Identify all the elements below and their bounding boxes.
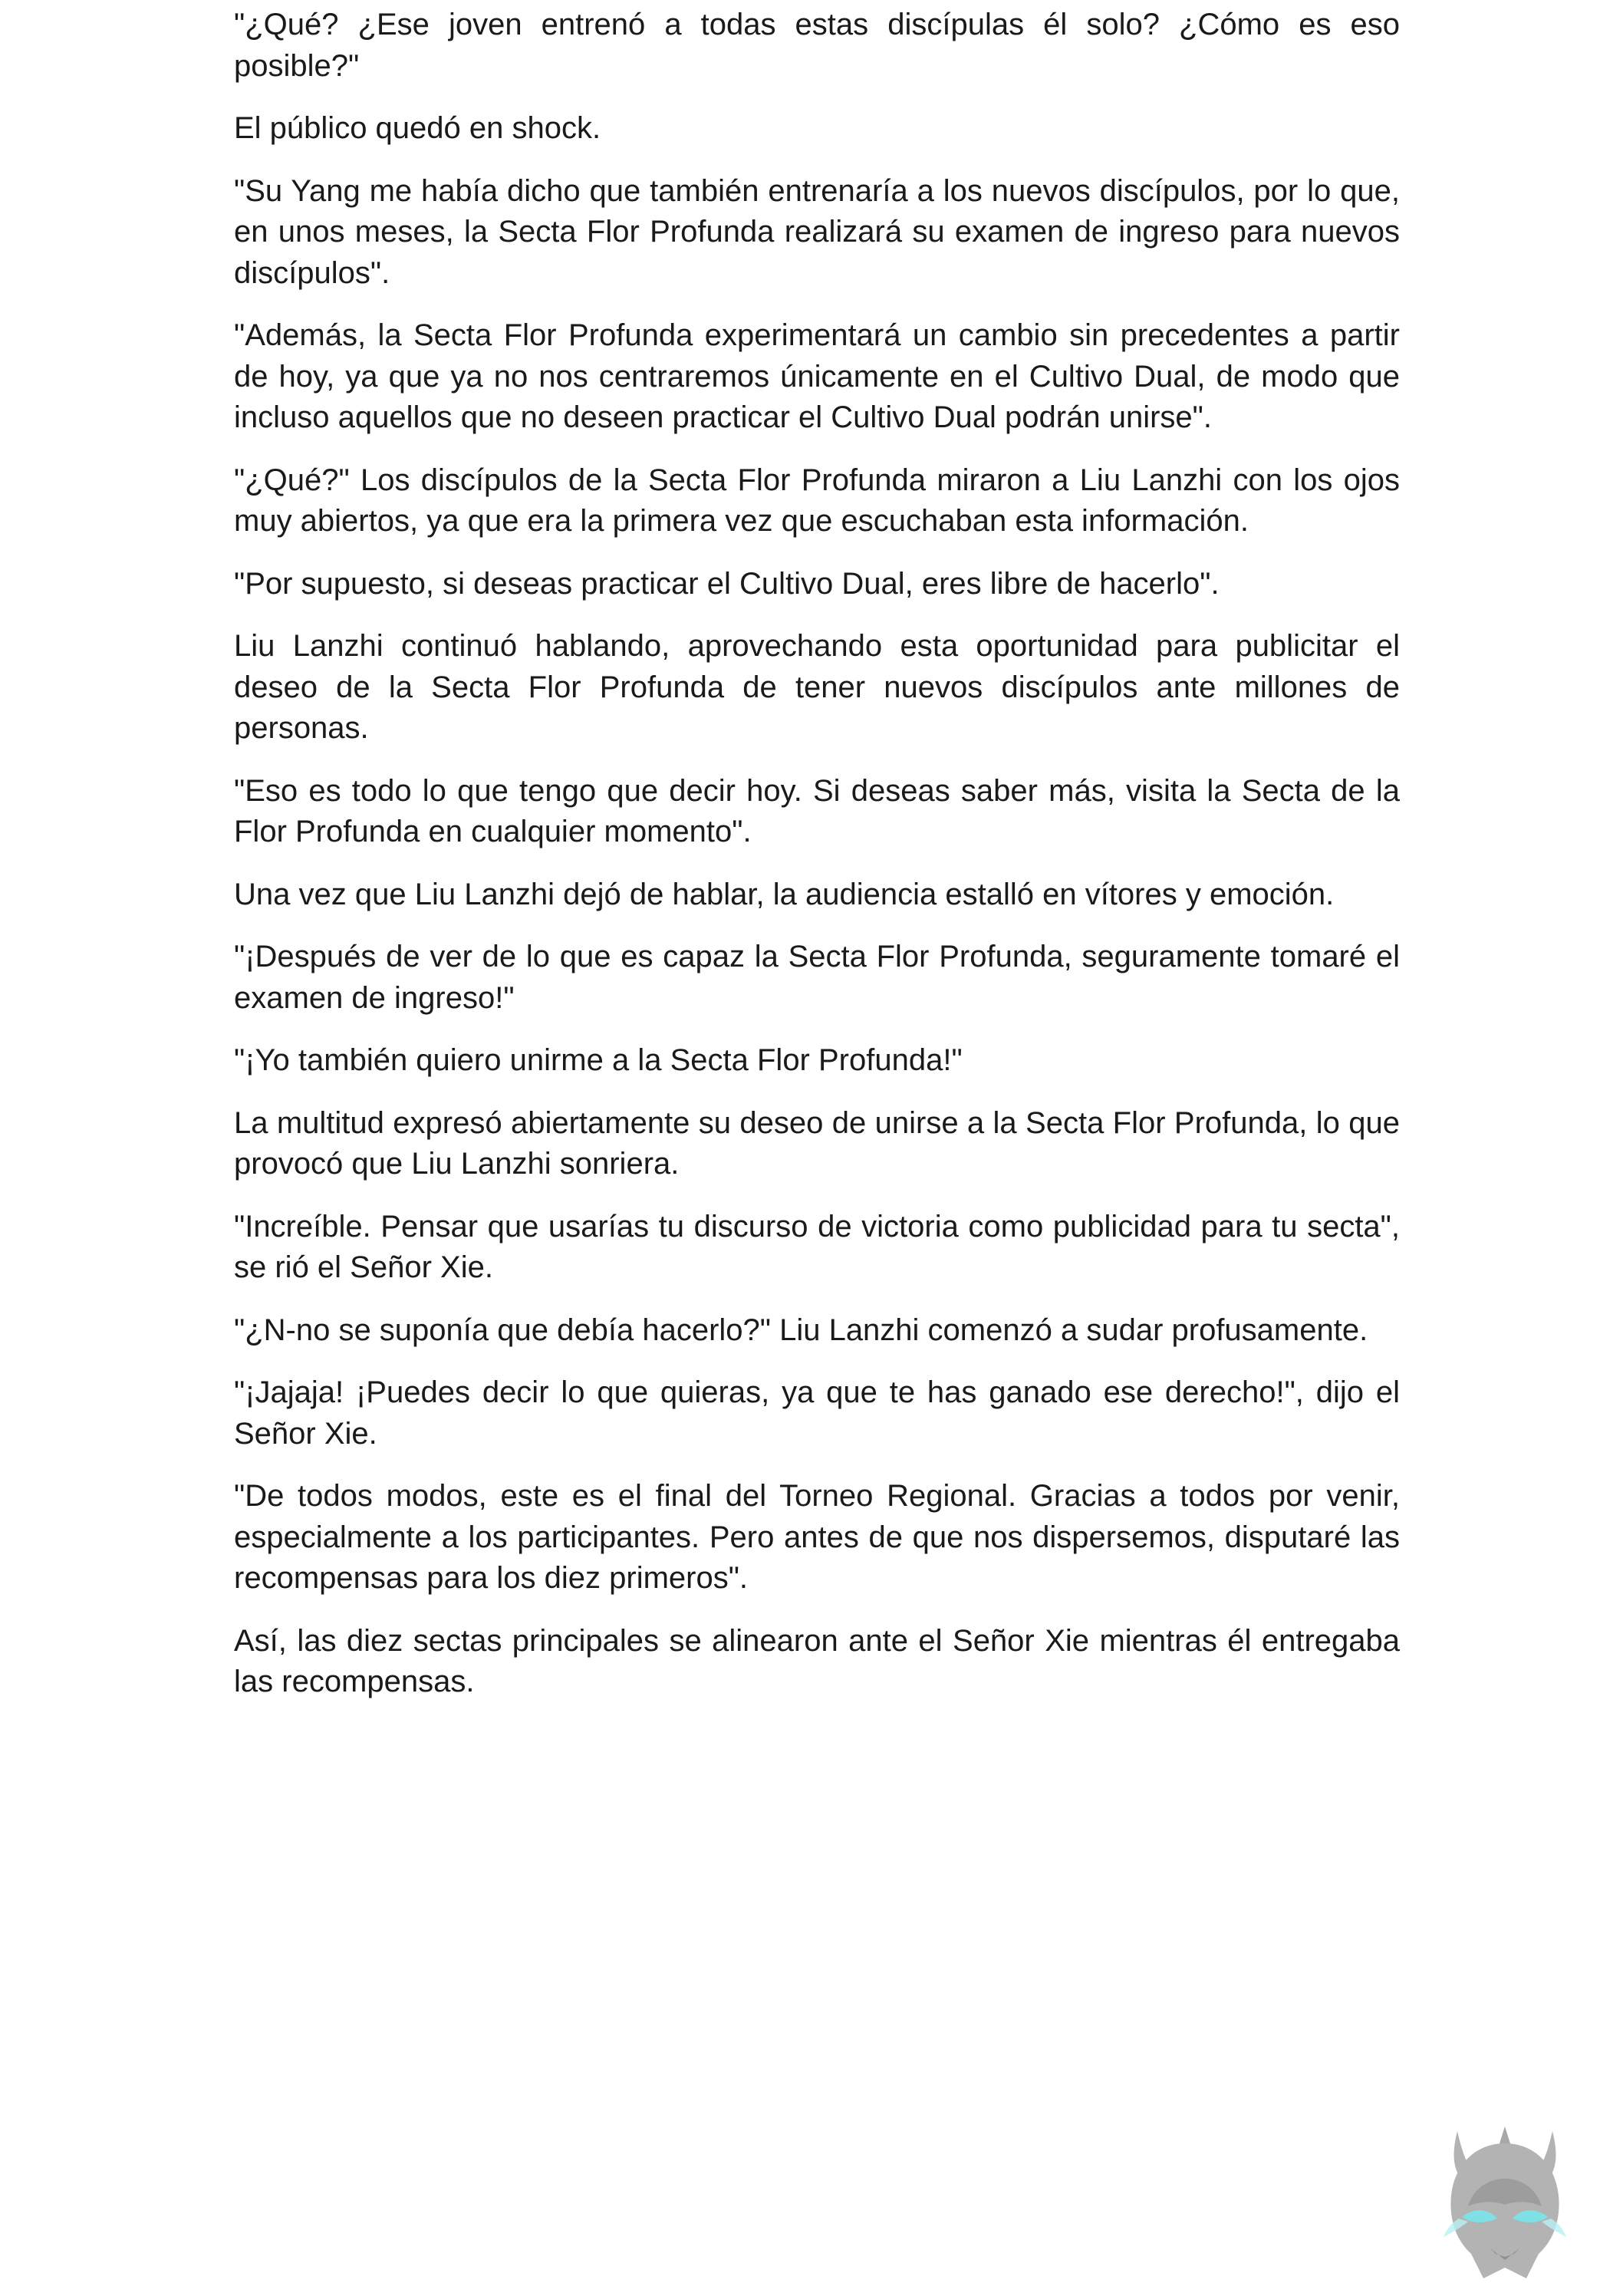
paragraph: "Su Yang me había dicho que también entrenaría a los nuevos discípulos, por lo que, en unos meses, la Secta Flor Profunda realizará su examen de ingreso para nuevos discípulos".: [234, 173, 1400, 290]
paragraph: "¿Qué?" Los discípulos de la Secta Flor Profunda miraron a Liu Lanzhi con los ojos muy abiertos, ya que era la primera vez que escuchaban esta información.: [234, 463, 1400, 538]
paragraph: "Por supuesto, si deseas practicar el Cultivo Dual, eres libre de hacerlo".: [234, 566, 1220, 601]
paragraph: "¿Qué? ¿Ese joven entrenó a todas estas discípulas él solo? ¿Cómo es eso posible?": [234, 8, 1400, 83]
paragraph: Liu Lanzhi continuó hablando, aprovechando esta oportunidad para publicitar el deseo de la Secta Flor Profunda de tener nuevos discípulos ante millones de personas.: [234, 629, 1400, 745]
paragraph: El público quedó en shock.: [234, 111, 601, 145]
paragraph: "¡Jajaja! ¡Puedes decir lo que quieras, ya que te has ganado ese derecho!", dijo el Señor Xie.: [234, 1375, 1400, 1451]
paragraph: "¡Después de ver de lo que es capaz la Secta Flor Profunda, seguramente tomaré el examen de ingreso!": [234, 940, 1400, 1015]
paragraph: "¡Yo también quiero unirme a la Secta Flor Profunda!": [234, 1043, 963, 1077]
paragraph: "¿N-no se suponía que debía hacerlo?" Liu Lanzhi comenzó a sudar profusamente.: [234, 1313, 1368, 1347]
paragraph: "Eso es todo lo que tengo que decir hoy. Si deseas saber más, visita la Secta de la Flor Profunda en cualquier momento".: [234, 773, 1400, 848]
text-body: [234, 5, 1400, 1724]
paragraph: "De todos modos, este es el final del Torneo Regional. Gracias a todos por venir, especialmente a los participantes. Pero antes de que nos dispersemos, disputaré las recompensas para los diez primeros".: [234, 1479, 1400, 1595]
demon-head-logo-icon: [1428, 2125, 1582, 2286]
paragraph: Así, las diez sectas principales se alinearon ante el Señor Xie mientras él entregaba las recompensas.: [234, 1623, 1400, 1698]
paragraph: La multitud expresó abiertamente su deseo de unirse a la Secta Flor Profunda, lo que provocó que Liu Lanzhi sonriera.: [234, 1105, 1400, 1181]
paragraph: Una vez que Liu Lanzhi dejó de hablar, la audiencia estalló en vítores y emoción.: [234, 877, 1335, 911]
paragraph: "Además, la Secta Flor Profunda experimentará un cambio sin precedentes a partir de hoy, ya que ya no nos centraremos únicamente en el Cultivo Dual, de modo que incluso aquellos que no deseen practicar el Cultivo Dual podrán unirse".: [234, 318, 1400, 434]
paragraph: "Increíble. Pensar que usarías tu discurso de victoria como publicidad para tu secta", se rió el Señor Xie.: [234, 1209, 1400, 1284]
